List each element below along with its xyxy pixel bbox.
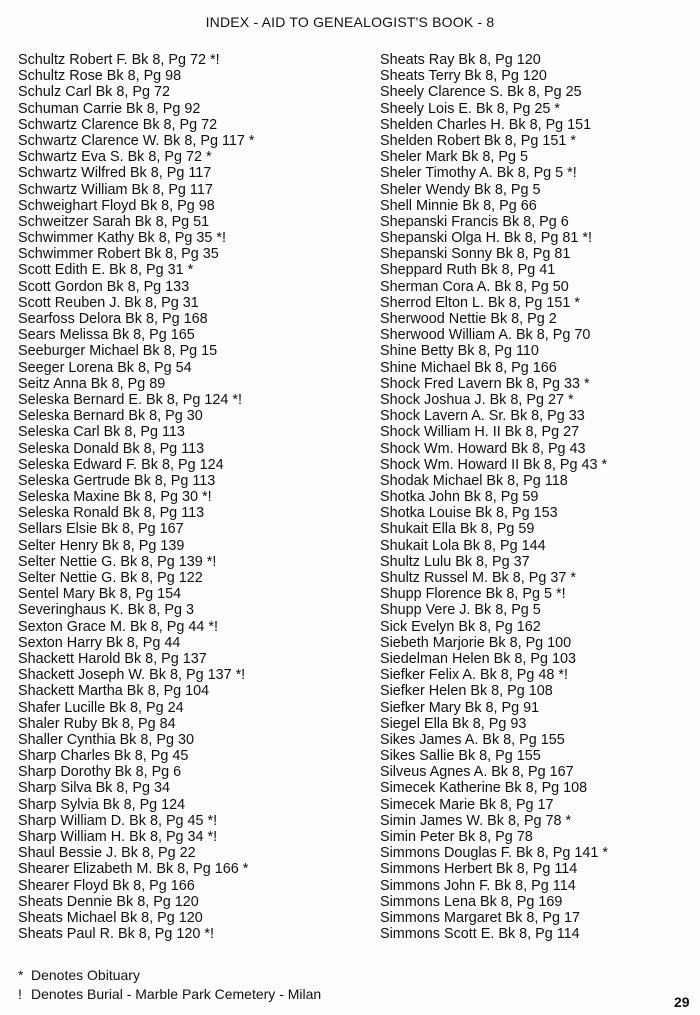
index-entry: Seleska Carl Bk 8, Pg 113	[18, 424, 185, 441]
index-entry: Shock Lavern A. Sr. Bk 8, Pg 33	[380, 408, 585, 425]
index-entry: Shearer Floyd Bk 8, Pg 166	[18, 877, 195, 894]
index-entry: Searfoss Delora Bk 8, Pg 168	[18, 311, 208, 327]
index-entry: Seleska Bernard Bk 8, Pg 30	[18, 408, 203, 425]
index-entry: Sherman Cora A. Bk 8, Pg 50	[380, 278, 569, 295]
index-entry: Selter Nettie G. Bk 8, Pg 139 *!	[18, 553, 217, 570]
index-entry: Seitz Anna Bk 8, Pg 89	[18, 375, 166, 392]
index-entry: Shepanski Francis Bk 8, Pg 6	[380, 213, 569, 230]
index-entry: Sharp William H. Bk 8, Pg 34 *!	[18, 829, 218, 845]
index-entry: Sharp Dorothy Bk 8, Pg 6	[18, 764, 182, 781]
index-entry: Shotka John Bk 8, Pg 59	[380, 489, 539, 506]
index-entry: Scott Gordon Bk 8, Pg 133	[18, 278, 190, 295]
index-entry: Schwartz Wilfred Bk 8, Pg 117	[18, 165, 212, 182]
index-entry: Sheely Clarence S. Bk 8, Pg 25	[380, 84, 582, 101]
index-entry: Seleska Ronald Bk 8, Pg 113	[18, 505, 205, 522]
page-title: INDEX - AID TO GENEALOGIST'S BOOK - 8	[205, 14, 495, 30]
index-entry: Simmons Scott E. Bk 8, Pg 114	[380, 926, 580, 943]
index-entry: Shepanski Olga H. Bk 8, Pg 81 *!	[380, 230, 592, 247]
index-entry: Schwartz Eva S. Bk 8, Pg 72 *	[18, 149, 212, 166]
index-entry: Simmons John F. Bk 8, Pg 114	[380, 877, 576, 894]
index-entry: Schwimmer Robert Bk 8, Pg 35	[18, 246, 219, 263]
index-entry: Silveus Agnes A. Bk 8, Pg 167	[380, 764, 574, 781]
index-entry: Simin James W. Bk 8, Pg 78 *	[380, 812, 572, 829]
index-entry: Sick Evelyn Bk 8, Pg 162	[380, 618, 541, 635]
index-entry: Sharp Charles Bk 8, Pg 45	[18, 748, 189, 765]
index-entry: Shelden Charles H. Bk 8, Pg 151	[380, 116, 592, 133]
index-entry: Simmons Lena Bk 8, Pg 169	[380, 893, 563, 910]
index-entry: Seleska Bernard E. Bk 8, Pg 124 *!	[18, 391, 242, 408]
index-entry: Sheler Wendy Bk 8, Pg 5	[380, 181, 541, 198]
index-entry: Sikes James A. Bk 8, Pg 155	[380, 731, 565, 748]
index-entry: Sexton Grace M. Bk 8, Pg 44 *!	[18, 618, 218, 635]
index-entry: Sharp Sylvia Bk 8, Pg 124	[18, 796, 186, 813]
index-entry: Shukait Lola Bk 8, Pg 144	[380, 537, 546, 554]
index-entry: Simin Peter Bk 8, Pg 78	[380, 829, 533, 845]
index-entry: Shultz Lulu Bk 8, Pg 37	[380, 553, 530, 570]
index-entry: Schwimmer Kathy Bk 8, Pg 35 *!	[18, 230, 226, 247]
index-entry: Shaller Cynthia Bk 8, Pg 30	[18, 731, 194, 748]
index-entry: Schwartz Clarence Bk 8, Pg 72	[18, 116, 218, 133]
index-entry: Shine Michael Bk 8, Pg 166	[380, 359, 557, 376]
index-entry: Siefker Mary Bk 8, Pg 91	[380, 699, 540, 716]
index-entry: Sharp Silva Bk 8, Pg 34	[18, 780, 170, 797]
footnote-burial	[18, 985, 321, 1004]
index-entry: Shell Minnie Bk 8, Pg 66	[380, 197, 537, 214]
index-entry: Selter Nettie G. Bk 8, Pg 122	[18, 570, 203, 586]
index-entry: Sheats Dennie Bk 8, Pg 120	[18, 893, 199, 910]
index-entry: Simmons Margaret Bk 8, Pg 17	[380, 909, 580, 926]
index-entry: Siegel Ella Bk 8, Pg 93	[380, 715, 527, 732]
footnotes	[18, 966, 321, 1004]
index-entry: Siedelman Helen Bk 8, Pg 103	[380, 650, 576, 667]
index-entry: Shock Wm. Howard Bk 8, Pg 43	[380, 440, 586, 457]
index-entry: Shaul Bessie J. Bk 8, Pg 22	[18, 845, 196, 862]
index-entry: Sharp William D. Bk 8, Pg 45 *!	[18, 812, 218, 829]
index-entry: Sears Melissa Bk 8, Pg 165	[18, 327, 195, 344]
index-entry: Sellars Elsie Bk 8, Pg 167	[18, 521, 184, 538]
index-entry: Shafer Lucille Bk 8, Pg 24	[18, 699, 184, 716]
footnote-text: Denotes Burial - Marble Park Cemetery - Milan	[31, 986, 322, 1002]
index-entry: Sentel Mary Bk 8, Pg 154	[18, 586, 182, 603]
index-entry: Shelden Robert Bk 8, Pg 151 *	[380, 132, 577, 149]
index-entry: Shock William H. II Bk 8, Pg 27	[380, 424, 580, 441]
footnote-symbol: *	[18, 967, 24, 983]
index-entry: Schuman Carrie Bk 8, Pg 92	[18, 100, 201, 117]
index-entry: Siebeth Marjorie Bk 8, Pg 100	[380, 634, 572, 651]
index-column-right	[380, 52, 690, 942]
index-entry: Shukait Ella Bk 8, Pg 59	[380, 521, 535, 538]
index-entry: Shackett Joseph W. Bk 8, Pg 137 *!	[18, 667, 246, 684]
footnote-text: Denotes Obituary	[31, 967, 140, 983]
index-entry: Shock Joshua J. Bk 8, Pg 27 *	[380, 391, 574, 408]
index-entry: Shupp Vere J. Bk 8, Pg 5	[380, 602, 541, 619]
index-entry: Sheats Ray Bk 8, Pg 120	[380, 52, 541, 68]
index-entry: Sheler Timothy A. Bk 8, Pg 5 *!	[380, 165, 577, 182]
index-entry: Sheats Terry Bk 8, Pg 120	[380, 68, 547, 85]
index-entry: Simecek Katherine Bk 8, Pg 108	[380, 780, 588, 797]
footnote-obituary	[18, 966, 321, 985]
index-entry: Sheats Michael Bk 8, Pg 120	[18, 909, 203, 926]
index-entry: Scott Edith E. Bk 8, Pg 31 *	[18, 262, 194, 279]
index-entry: Shaler Ruby Bk 8, Pg 84	[18, 715, 176, 732]
index-entry: Seleska Edward F. Bk 8, Pg 124	[18, 456, 224, 473]
index-entry: Sikes Sallie Bk 8, Pg 155	[380, 748, 541, 765]
index-entry: Shultz Russel M. Bk 8, Pg 37 *	[380, 570, 576, 586]
index-entry: Sexton Harry Bk 8, Pg 44	[18, 634, 181, 651]
index-entry: Schwartz William Bk 8, Pg 117	[18, 181, 213, 198]
index-entry: Shepanski Sonny Bk 8, Pg 81	[380, 246, 571, 263]
index-entry: Seeger Lorena Bk 8, Pg 54	[18, 359, 192, 376]
index-entry: Shock Wm. Howard II Bk 8, Pg 43 *	[380, 456, 608, 473]
index-entry: Schulz Carl Bk 8, Pg 72	[18, 84, 170, 101]
index-entry: Sheppard Ruth Bk 8, Pg 41	[380, 262, 556, 279]
index-entry: Siefker Helen Bk 8, Pg 108	[380, 683, 553, 700]
index-entry: Selter Henry Bk 8, Pg 139	[18, 537, 185, 554]
index-entry: Schultz Robert F. Bk 8, Pg 72 *!	[18, 52, 220, 68]
index-entry: Shackett Harold Bk 8, Pg 137	[18, 650, 207, 667]
index-entry: Siefker Felix A. Bk 8, Pg 48 *!	[380, 667, 568, 684]
page-number: 29	[674, 994, 690, 1010]
index-entry: Shine Betty Bk 8, Pg 110	[380, 343, 539, 360]
index-entry: Shackett Martha Bk 8, Pg 104	[18, 683, 210, 700]
index-entry: Severinghaus K. Bk 8, Pg 3	[18, 602, 194, 619]
index-entry: Seleska Donald Bk 8, Pg 113	[18, 440, 205, 457]
index-entry: Sheler Mark Bk 8, Pg 5	[380, 149, 528, 166]
index-entry: Shearer Elizabeth M. Bk 8, Pg 166 *	[18, 861, 249, 878]
index-entry: Sheats Paul R. Bk 8, Pg 120 *!	[18, 926, 214, 943]
index-entry: Schultz Rose Bk 8, Pg 98	[18, 68, 182, 85]
index-entry: Simmons Herbert Bk 8, Pg 114	[380, 861, 578, 878]
index-entry: Simecek Marie Bk 8, Pg 17	[380, 796, 554, 813]
index-entry: Scott Reuben J. Bk 8, Pg 31	[18, 294, 199, 311]
index-entry: Schweitzer Sarah Bk 8, Pg 51	[18, 213, 210, 230]
index-entry: Seleska Maxine Bk 8, Pg 30 *!	[18, 489, 212, 506]
index-column-left	[18, 52, 363, 942]
index-entry: Seeburger Michael Bk 8, Pg 15	[18, 343, 218, 360]
footnote-symbol: !	[18, 986, 22, 1002]
index-entry: Seleska Gertrude Bk 8, Pg 113	[18, 472, 216, 489]
index-entry: Shotka Louise Bk 8, Pg 153	[380, 505, 558, 522]
index-entry: Schwartz Clarence W. Bk 8, Pg 117 *	[18, 132, 255, 149]
index-entry: Shock Fred Lavern Bk 8, Pg 33 *	[380, 375, 590, 392]
index-entry: Schweighart Floyd Bk 8, Pg 98	[18, 197, 215, 214]
index-entry: Sherrod Elton L. Bk 8, Pg 151 *	[380, 294, 580, 311]
index-entry: Sheely Lois E. Bk 8, Pg 25 *	[380, 100, 560, 117]
index-entry: Shodak Michael Bk 8, Pg 118	[380, 472, 568, 489]
index-entry: Sherwood Nettie Bk 8, Pg 2	[380, 311, 557, 327]
index-entry: Sherwood William A. Bk 8, Pg 70	[380, 327, 591, 344]
index-entry: Simmons Douglas F. Bk 8, Pg 141 *	[380, 845, 608, 862]
index-entry: Shupp Florence Bk 8, Pg 5 *!	[380, 586, 566, 603]
